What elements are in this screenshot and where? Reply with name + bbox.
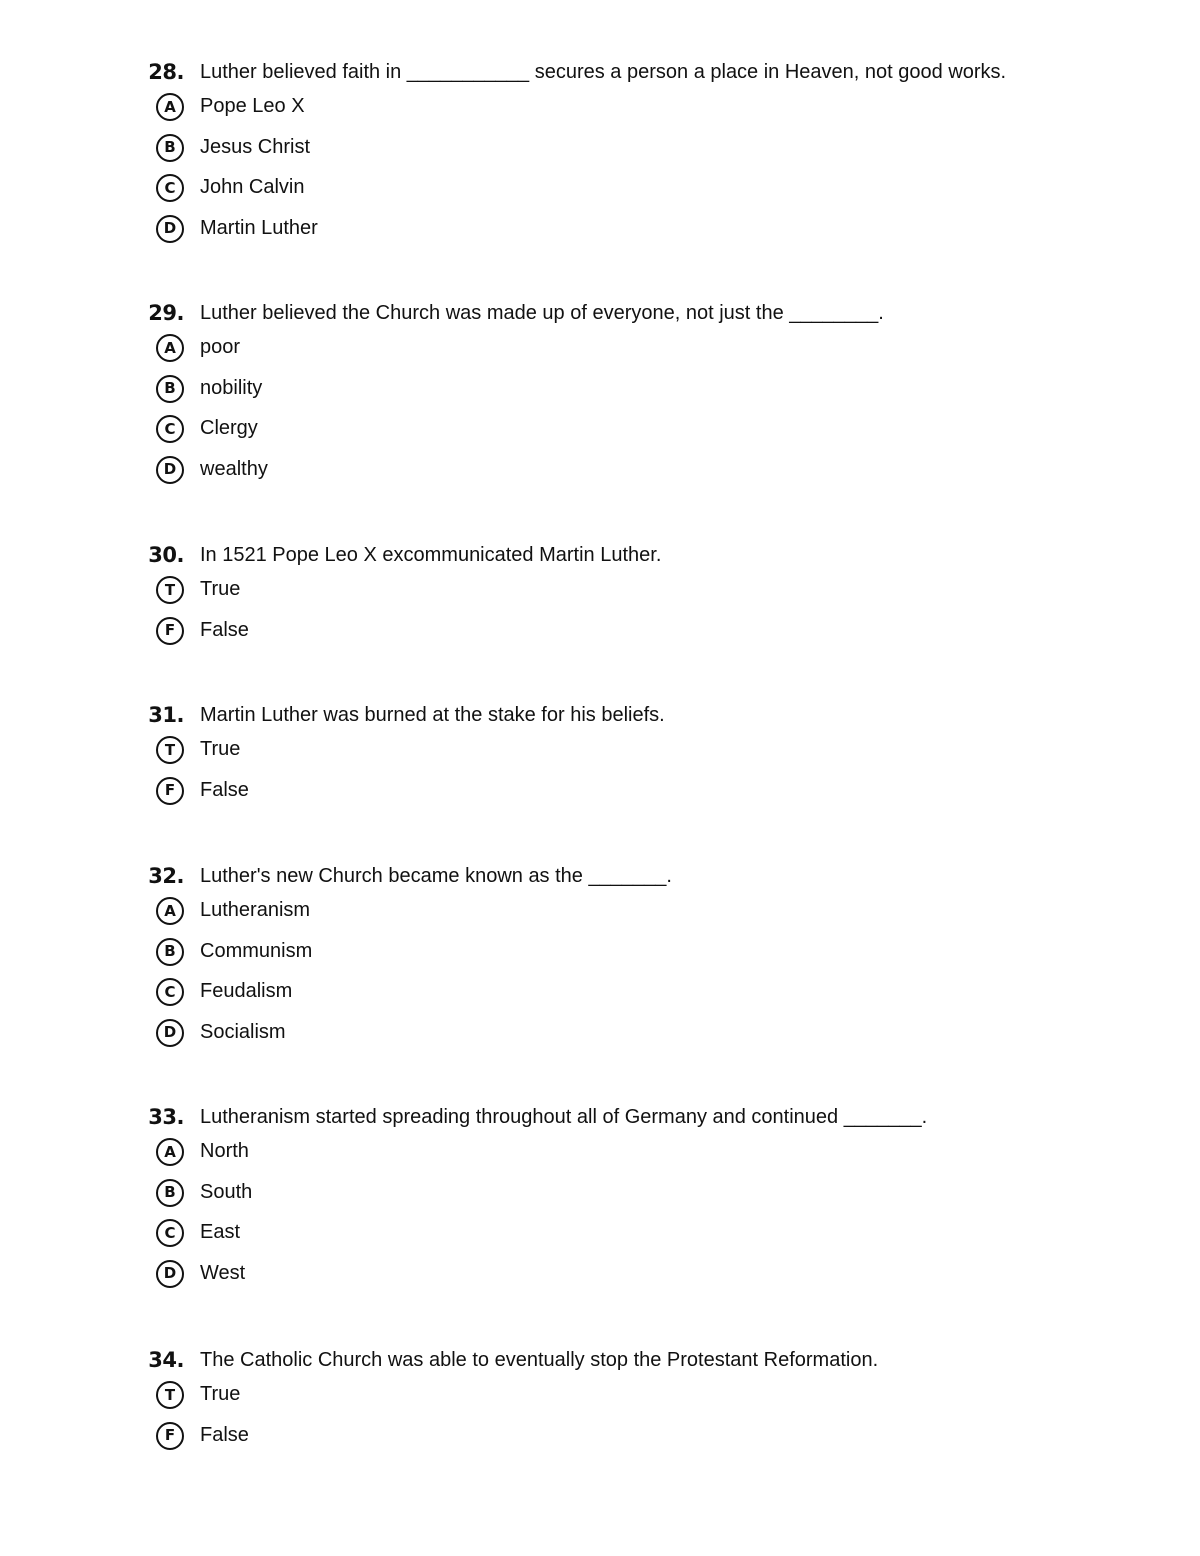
question-stem [0,540,1200,572]
answer-options [0,572,1200,653]
option-label: Socialism [200,1020,286,1043]
option-label: North [200,1140,249,1162]
option-label: Lutheranism [200,899,311,921]
option-b[interactable] [0,371,1200,412]
answer-options [0,1377,1200,1458]
option-label: False [200,618,249,641]
option-b[interactable] [0,934,1200,975]
option-label: True [200,578,241,600]
option-label: wealthy [200,457,268,480]
question-30 [0,540,1200,653]
option-true[interactable] [0,572,1200,613]
option-label: True [200,738,241,760]
question-text: Luther believed faith in ___________ secures a person a place in Heaven, not good works. [200,61,1007,83]
answer-options [0,893,1200,1055]
option-label: Pope Leo X [200,95,305,117]
option-letter-badge[interactable]: B [156,134,184,162]
option-d[interactable] [0,1256,1200,1297]
option-label: South [200,1180,253,1203]
option-letter-badge[interactable]: D [156,1019,184,1047]
question-32 [0,861,1200,1055]
option-letter-badge[interactable]: B [156,375,184,403]
question-text: Luther believed the Church was made up of everyone, not just the ________. [200,302,884,324]
option-b[interactable] [0,1175,1200,1216]
question-34 [0,1345,1200,1458]
question-number: 34. [148,1348,184,1372]
answer-options [0,89,1200,251]
option-label: East [200,1221,241,1244]
option-letter-badge[interactable]: C [156,174,184,202]
question-stem [0,1102,1200,1134]
option-letter-badge[interactable]: A [156,897,184,925]
option-label: poor [200,336,241,358]
option-a[interactable] [0,330,1200,371]
question-number: 33. [148,1105,184,1129]
question-number: 31. [148,703,184,727]
option-a[interactable] [0,89,1200,130]
option-letter-badge[interactable]: F [156,617,184,645]
question-33 [0,1102,1200,1296]
option-label: False [200,778,249,801]
option-label: Feudalism [200,980,293,1003]
option-letter-badge[interactable]: F [156,1422,184,1450]
question-stem [0,57,1200,89]
option-letter-badge[interactable]: C [156,978,184,1006]
question-29 [0,298,1200,492]
question-stem [0,861,1200,893]
question-number: 29. [148,301,184,325]
option-letter-badge[interactable]: D [156,215,184,243]
option-letter-badge[interactable]: B [156,938,184,966]
option-letter-badge[interactable]: A [156,93,184,121]
option-false[interactable] [0,613,1200,654]
option-label: Communism [200,939,313,962]
option-d[interactable] [0,452,1200,493]
option-c[interactable] [0,170,1200,211]
option-label: True [200,1383,241,1405]
option-label: Clergy [200,417,258,440]
option-false[interactable] [0,1418,1200,1459]
option-letter-badge[interactable]: C [156,415,184,443]
answer-options [0,330,1200,492]
option-d[interactable] [0,1015,1200,1056]
option-letter-badge[interactable]: D [156,456,184,484]
option-letter-badge[interactable]: C [156,1219,184,1247]
question-31 [0,700,1200,813]
option-letter-badge[interactable]: A [156,1138,184,1166]
option-letter-badge[interactable]: B [156,1179,184,1207]
question-text: In 1521 Pope Leo X excommunicated Martin Luther. [200,544,662,566]
question-text: Martin Luther was burned at the stake for his beliefs. [200,704,665,726]
question-stem [0,700,1200,732]
answer-options [0,1134,1200,1296]
option-c[interactable] [0,974,1200,1015]
option-label: Martin Luther [200,216,318,239]
question-stem [0,1345,1200,1377]
option-label: nobility [200,376,263,399]
option-letter-badge[interactable]: T [156,736,184,764]
option-label: False [200,1423,249,1446]
option-a[interactable] [0,1134,1200,1175]
option-label: John Calvin [200,176,305,199]
option-label: West [200,1261,246,1284]
option-letter-badge[interactable]: F [156,777,184,805]
option-false[interactable] [0,773,1200,814]
question-text: Luther's new Church became known as the _______. [200,865,672,887]
option-label: Jesus Christ [200,135,311,158]
option-letter-badge[interactable]: A [156,334,184,362]
question-stem [0,298,1200,330]
question-number: 28. [148,60,184,84]
option-letter-badge[interactable]: T [156,1381,184,1409]
question-text: Lutheranism started spreading throughout all of Germany and continued _______. [200,1106,928,1128]
question-28 [0,57,1200,251]
question-number: 32. [148,864,184,888]
option-c[interactable] [0,411,1200,452]
question-text: The Catholic Church was able to eventually stop the Protestant Reformation. [200,1349,879,1371]
option-letter-badge[interactable]: T [156,576,184,604]
option-d[interactable] [0,211,1200,252]
option-c[interactable] [0,1215,1200,1256]
answer-options [0,732,1200,813]
option-true[interactable] [0,732,1200,773]
option-a[interactable] [0,893,1200,934]
option-b[interactable] [0,130,1200,171]
option-letter-badge[interactable]: D [156,1260,184,1288]
option-true[interactable] [0,1377,1200,1418]
question-number: 30. [148,543,184,567]
